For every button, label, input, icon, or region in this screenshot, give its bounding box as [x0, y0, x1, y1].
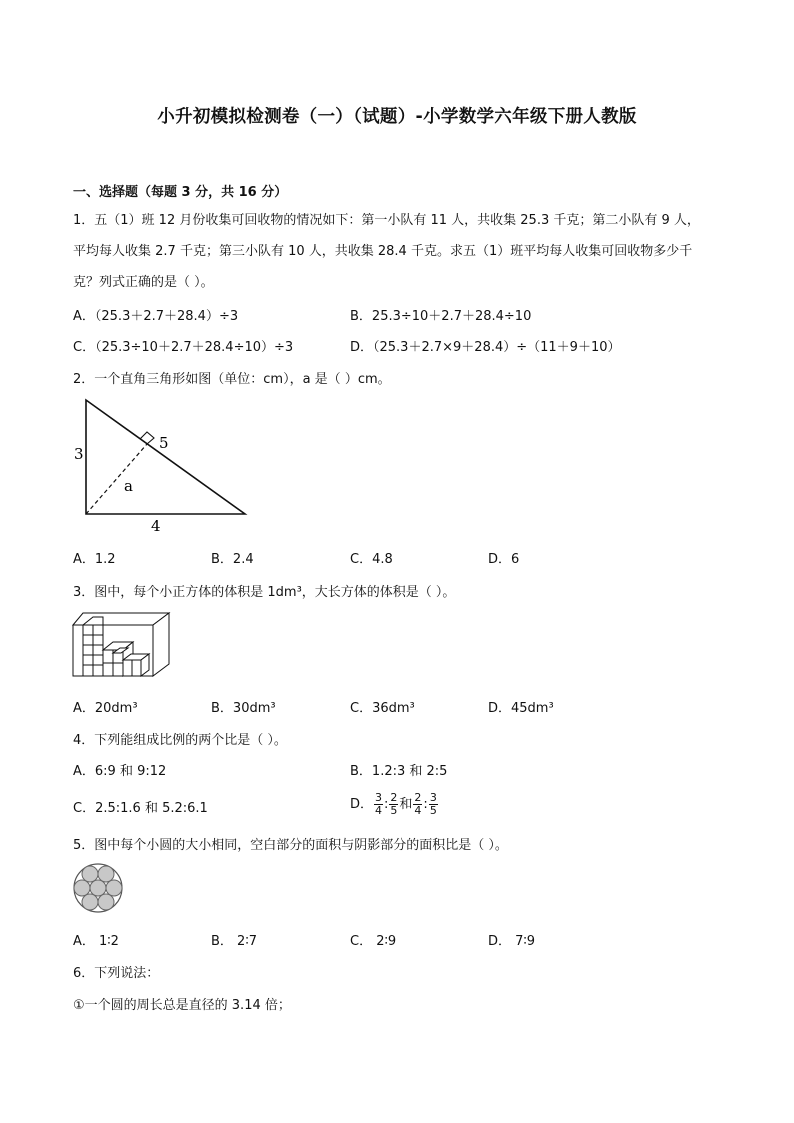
q1-option-c[interactable]: C．（25.3÷10＋2.7＋28.4÷10）÷3 — [73, 340, 294, 355]
label-hypotenuse: 5 — [159, 434, 169, 452]
right-angle-mark — [140, 432, 154, 444]
q5-option-a[interactable]: A． 1∶2 — [73, 934, 119, 949]
q3-option-c[interactable]: C．36dm³ — [350, 701, 415, 716]
label-side-bottom: 4 — [151, 517, 161, 533]
q6-text: 6．下列说法： — [73, 966, 160, 981]
cuboid-figure — [70, 608, 175, 680]
fraction: $\frac{3}{4}$ — [375, 791, 383, 817]
q5-option-c[interactable]: C． 2∶9 — [350, 934, 397, 949]
q4-option-d[interactable]: D． $\frac{3}{4}$ : $\frac{2}{5}$ 和 $\frac{2}{4}$ : $\frac{3}{5}$ — [350, 791, 437, 817]
q2-option-b[interactable]: B．2.4 — [211, 552, 254, 567]
q2-option-a[interactable]: A．1.2 — [73, 552, 116, 567]
q3-option-a[interactable]: A．20dm³ — [73, 701, 138, 716]
page-title: 小升初模拟检测卷（一）（试题）-小学数学六年级下册人教版 — [157, 107, 637, 127]
q4-option-d-label: D． — [350, 797, 374, 812]
fraction: $\frac{2}{4}$ — [414, 791, 422, 817]
q2-text: 2．一个直角三角形如图（单位：cm），a 是（ ）cm。 — [73, 372, 391, 387]
fraction: $\frac{2}{5}$ — [390, 791, 398, 817]
circles-figure — [73, 863, 127, 913]
q4-option-c[interactable]: C．2.5:1.6 和 5.2:6.1 — [73, 801, 208, 816]
q1-option-b[interactable]: B．25.3÷10＋2.7＋28.4÷10 — [350, 309, 532, 324]
q1-line1: 1．五（1）班 12 月份收集可回收物的情况如下：第一小队有 11 人，共收集 25.3 千克；第二小队有 9 人， — [73, 213, 700, 228]
q6-item-1: ①一个圆的周长总是直径的 3.14 倍； — [73, 998, 291, 1013]
q4-option-a[interactable]: A．6:9 和 9:12 — [73, 764, 167, 779]
q4-option-b[interactable]: B．1.2:3 和 2:5 — [350, 764, 448, 779]
q3-option-b[interactable]: B．30dm³ — [211, 701, 276, 716]
q2-option-c[interactable]: C．4.8 — [350, 552, 393, 567]
q4-text: 4．下列能组成比例的两个比是（ ）。 — [73, 733, 287, 748]
q1-option-d[interactable]: D．（25.3＋2.7×9＋28.4）÷（11＋9＋10） — [350, 340, 621, 355]
q1-line2: 平均每人收集 2.7 千克；第三小队有 10 人，共收集 28.4 千克。求五（1）班平均每人收集可回收物多少千 — [73, 244, 693, 259]
section-heading: 一、选择题（每题 3 分，共 16 分） — [73, 185, 288, 200]
fraction: $\frac{3}{5}$ — [429, 791, 437, 817]
q5-option-d[interactable]: D． 7∶9 — [488, 934, 536, 949]
label-height-a: a — [124, 477, 133, 495]
q3-text: 3．图中，每个小正方体的体积是 1dm³，大长方体的体积是（ ）。 — [73, 585, 456, 600]
right-triangle-figure — [70, 393, 255, 533]
height-line — [86, 444, 147, 514]
triangle-outline — [86, 400, 245, 514]
label-side-left: 3 — [74, 445, 84, 463]
q1-line3: 克？列式正确的是（ ）。 — [73, 275, 214, 290]
q3-option-d[interactable]: D．45dm³ — [488, 701, 554, 716]
q2-option-d[interactable]: D．6 — [488, 552, 520, 567]
q5-option-b[interactable]: B． 2∶7 — [211, 934, 257, 949]
q1-option-a[interactable]: A．（25.3＋2.7＋28.4）÷3 — [73, 309, 239, 324]
q5-text: 5．图中每个小圆的大小相同，空白部分的面积与阴影部分的面积比是（ ）。 — [73, 838, 508, 853]
